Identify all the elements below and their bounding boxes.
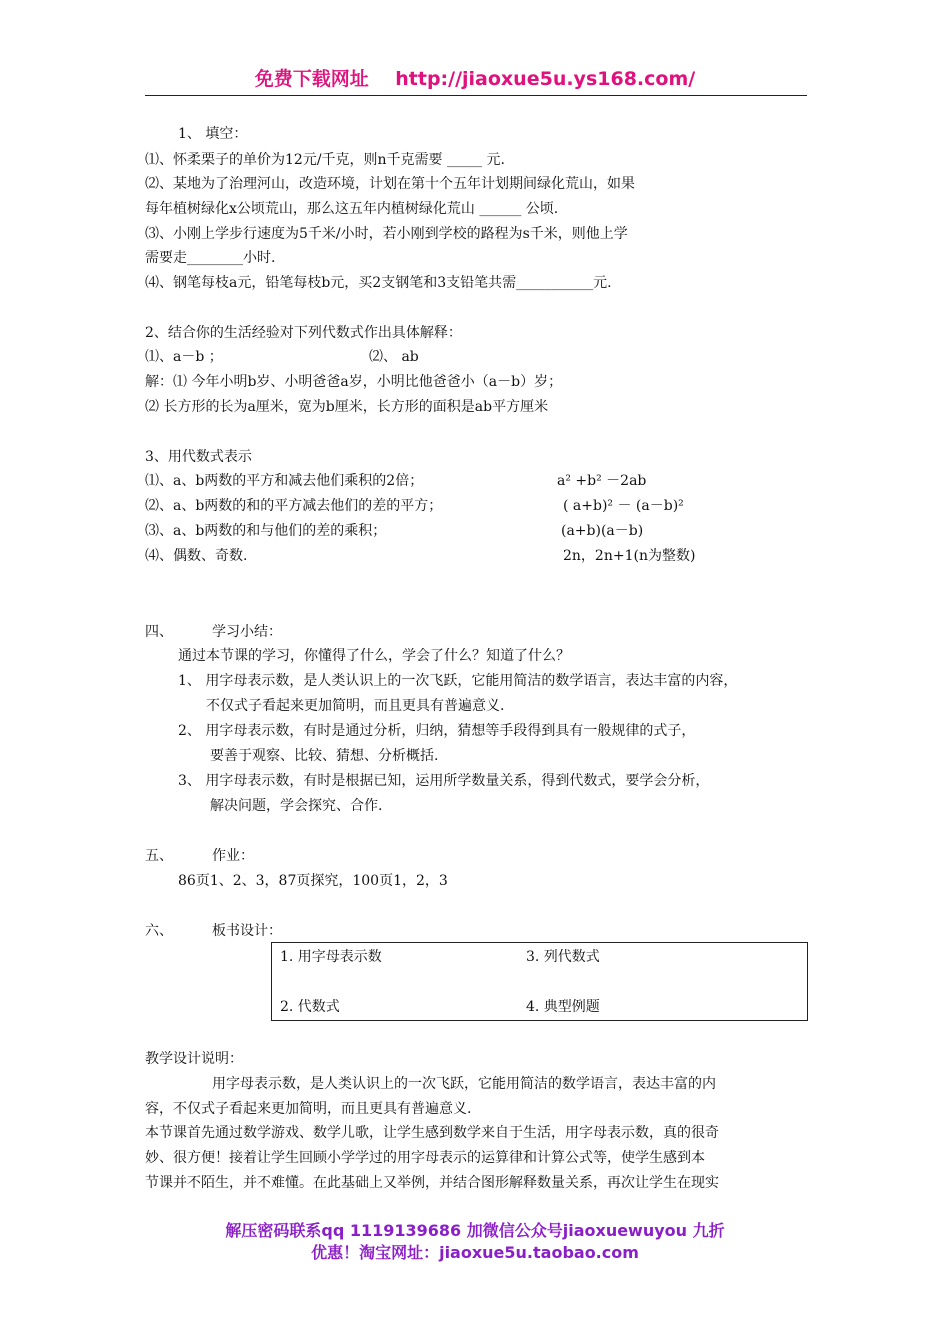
footer-line-1: 解压密码联系qq 1119139686 加微信公众号jiaoxuewuyou 九折 (225, 1221, 725, 1240)
s1-q3b: 需要走________小时. (145, 250, 276, 266)
s3-q2: ⑵、a、b两数的和的平方减去他们的差的平方； (145, 498, 443, 514)
s3-title: 3、用代数式表示 (145, 449, 252, 465)
board-cell-2: 2. 代数式 (280, 999, 340, 1015)
header-link[interactable]: 免费下载网址 http://jiaoxue5u.ys168.com/ (254, 68, 696, 90)
board-cell-1: 1. 用字母表示数 (280, 949, 382, 965)
s4-intro: 通过本节课的学习，你懂得了什么，学会了什么？知道了什么？ (178, 648, 570, 664)
s1-q3a: ⑶、小刚上学步行速度为5千米/小时，若小刚到学校的路程为s千米，则他上学 (145, 226, 628, 242)
s4-p2a: 2、 用字母表示数，有时是通过分析，归纳，猜想等手段得到具有一般规律的式子， (178, 723, 696, 739)
s6-num: 六、 (145, 923, 173, 939)
notes-l4: 妙、很方便！接着让学生回顾小学学过的用字母表示的运算律和计算公式等，使学生感到本 (145, 1150, 705, 1166)
s5-body: 86页1、2、3，87页探究，100页1，2，3 (178, 873, 448, 889)
notes-l1: 用字母表示数，是人类认识上的一次飞跃，它能用简洁的数学语言，表达丰富的内 (212, 1076, 716, 1092)
s1-q4: ⑷、钢笔每枝a元，铅笔每枝b元，买2支钢笔和3支铅笔共需___________元. (145, 275, 612, 291)
s1-title: 1、 填空： (178, 126, 248, 142)
s5-num: 五、 (145, 848, 173, 864)
s6-title: 板书设计： (212, 923, 282, 939)
s1-q2b: 每年植树绿化x公顷荒山，那么这五年内植树绿化荒山 ______ 公顷. (145, 201, 559, 217)
s3-q4: ⑷、偶数、奇数. (145, 548, 248, 564)
s1-q1: ⑴、怀柔栗子的单价为12元/千克，则n千克需要 _____ 元. (145, 152, 505, 168)
s2-q2: ⑵、 ab (369, 349, 419, 365)
s3-a3: (a+b)(a－b) (561, 523, 644, 539)
notes-l5: 节课并不陌生，并不难懂。在此基础上又举例，并结合图形解释数量关系，再次让学生在现实 (145, 1175, 719, 1191)
s4-p1a: 1、 用字母表示数，是人类认识上的一次飞跃，它能用简洁的数学语言，表达丰富的内容， (178, 673, 738, 689)
s4-num: 四、 (145, 624, 173, 640)
s2-a1: 解：⑴ 今年小明b岁、小明爸爸a岁，小明比他爸爸小（a－b）岁； (145, 374, 563, 390)
s3-a4: 2n，2n+1(n为整数) (563, 548, 696, 564)
s3-q3: ⑶、a、b两数的和与他们的差的乘积； (145, 523, 387, 539)
s1-q2a: ⑵、某地为了治理河山，改造环境，计划在第十个五年计划期间绿化荒山，如果 (145, 176, 635, 192)
s3-a2: ( a+b)² － (a－b)² (563, 498, 684, 514)
s4-p3a: 3、 用字母表示数，有时是根据已知，运用所学数量关系，得到代数式，要学会分析， (178, 773, 710, 789)
s3-a1: a² +b² －2ab (557, 473, 647, 489)
s4-p1b: 不仅式子看起来更加简明，而且更具有普遍意义. (206, 698, 505, 714)
board-cell-3: 3. 列代数式 (526, 949, 600, 965)
s4-title: 学习小结： (212, 624, 282, 640)
s2-q1: ⑴、a－b ； (145, 349, 223, 365)
s2-a2: ⑵ 长方形的长为a厘米，宽为b厘米，长方形的面积是ab平方厘米 (145, 399, 549, 415)
notes-l2: 容，不仅式子看起来更加简明，而且更具有普遍意义. (145, 1101, 472, 1117)
footer-line-2[interactable]: 优惠！淘宝网址：jiaoxue5u.taobao.com (311, 1243, 639, 1262)
notes-l3: 本节课首先通过数学游戏、数学儿歌，让学生感到数学来自于生活，用字母表示数，真的很奇 (145, 1125, 719, 1141)
notes-title: 教学设计说明： (145, 1051, 243, 1067)
s5-title: 作业： (212, 848, 254, 864)
s2-title: 2、结合你的生活经验对下列代数式作出具体解释： (145, 325, 462, 341)
board-cell-4: 4. 典型例题 (526, 999, 600, 1015)
s4-p2b: 要善于观察、比较、猜想、分析概括. (210, 748, 439, 764)
header-rule (145, 95, 807, 96)
s4-p3b: 解决问题，学会探究、合作. (210, 798, 383, 814)
s3-q1: ⑴、a、b两数的平方和减去他们乘积的2倍； (145, 473, 424, 489)
